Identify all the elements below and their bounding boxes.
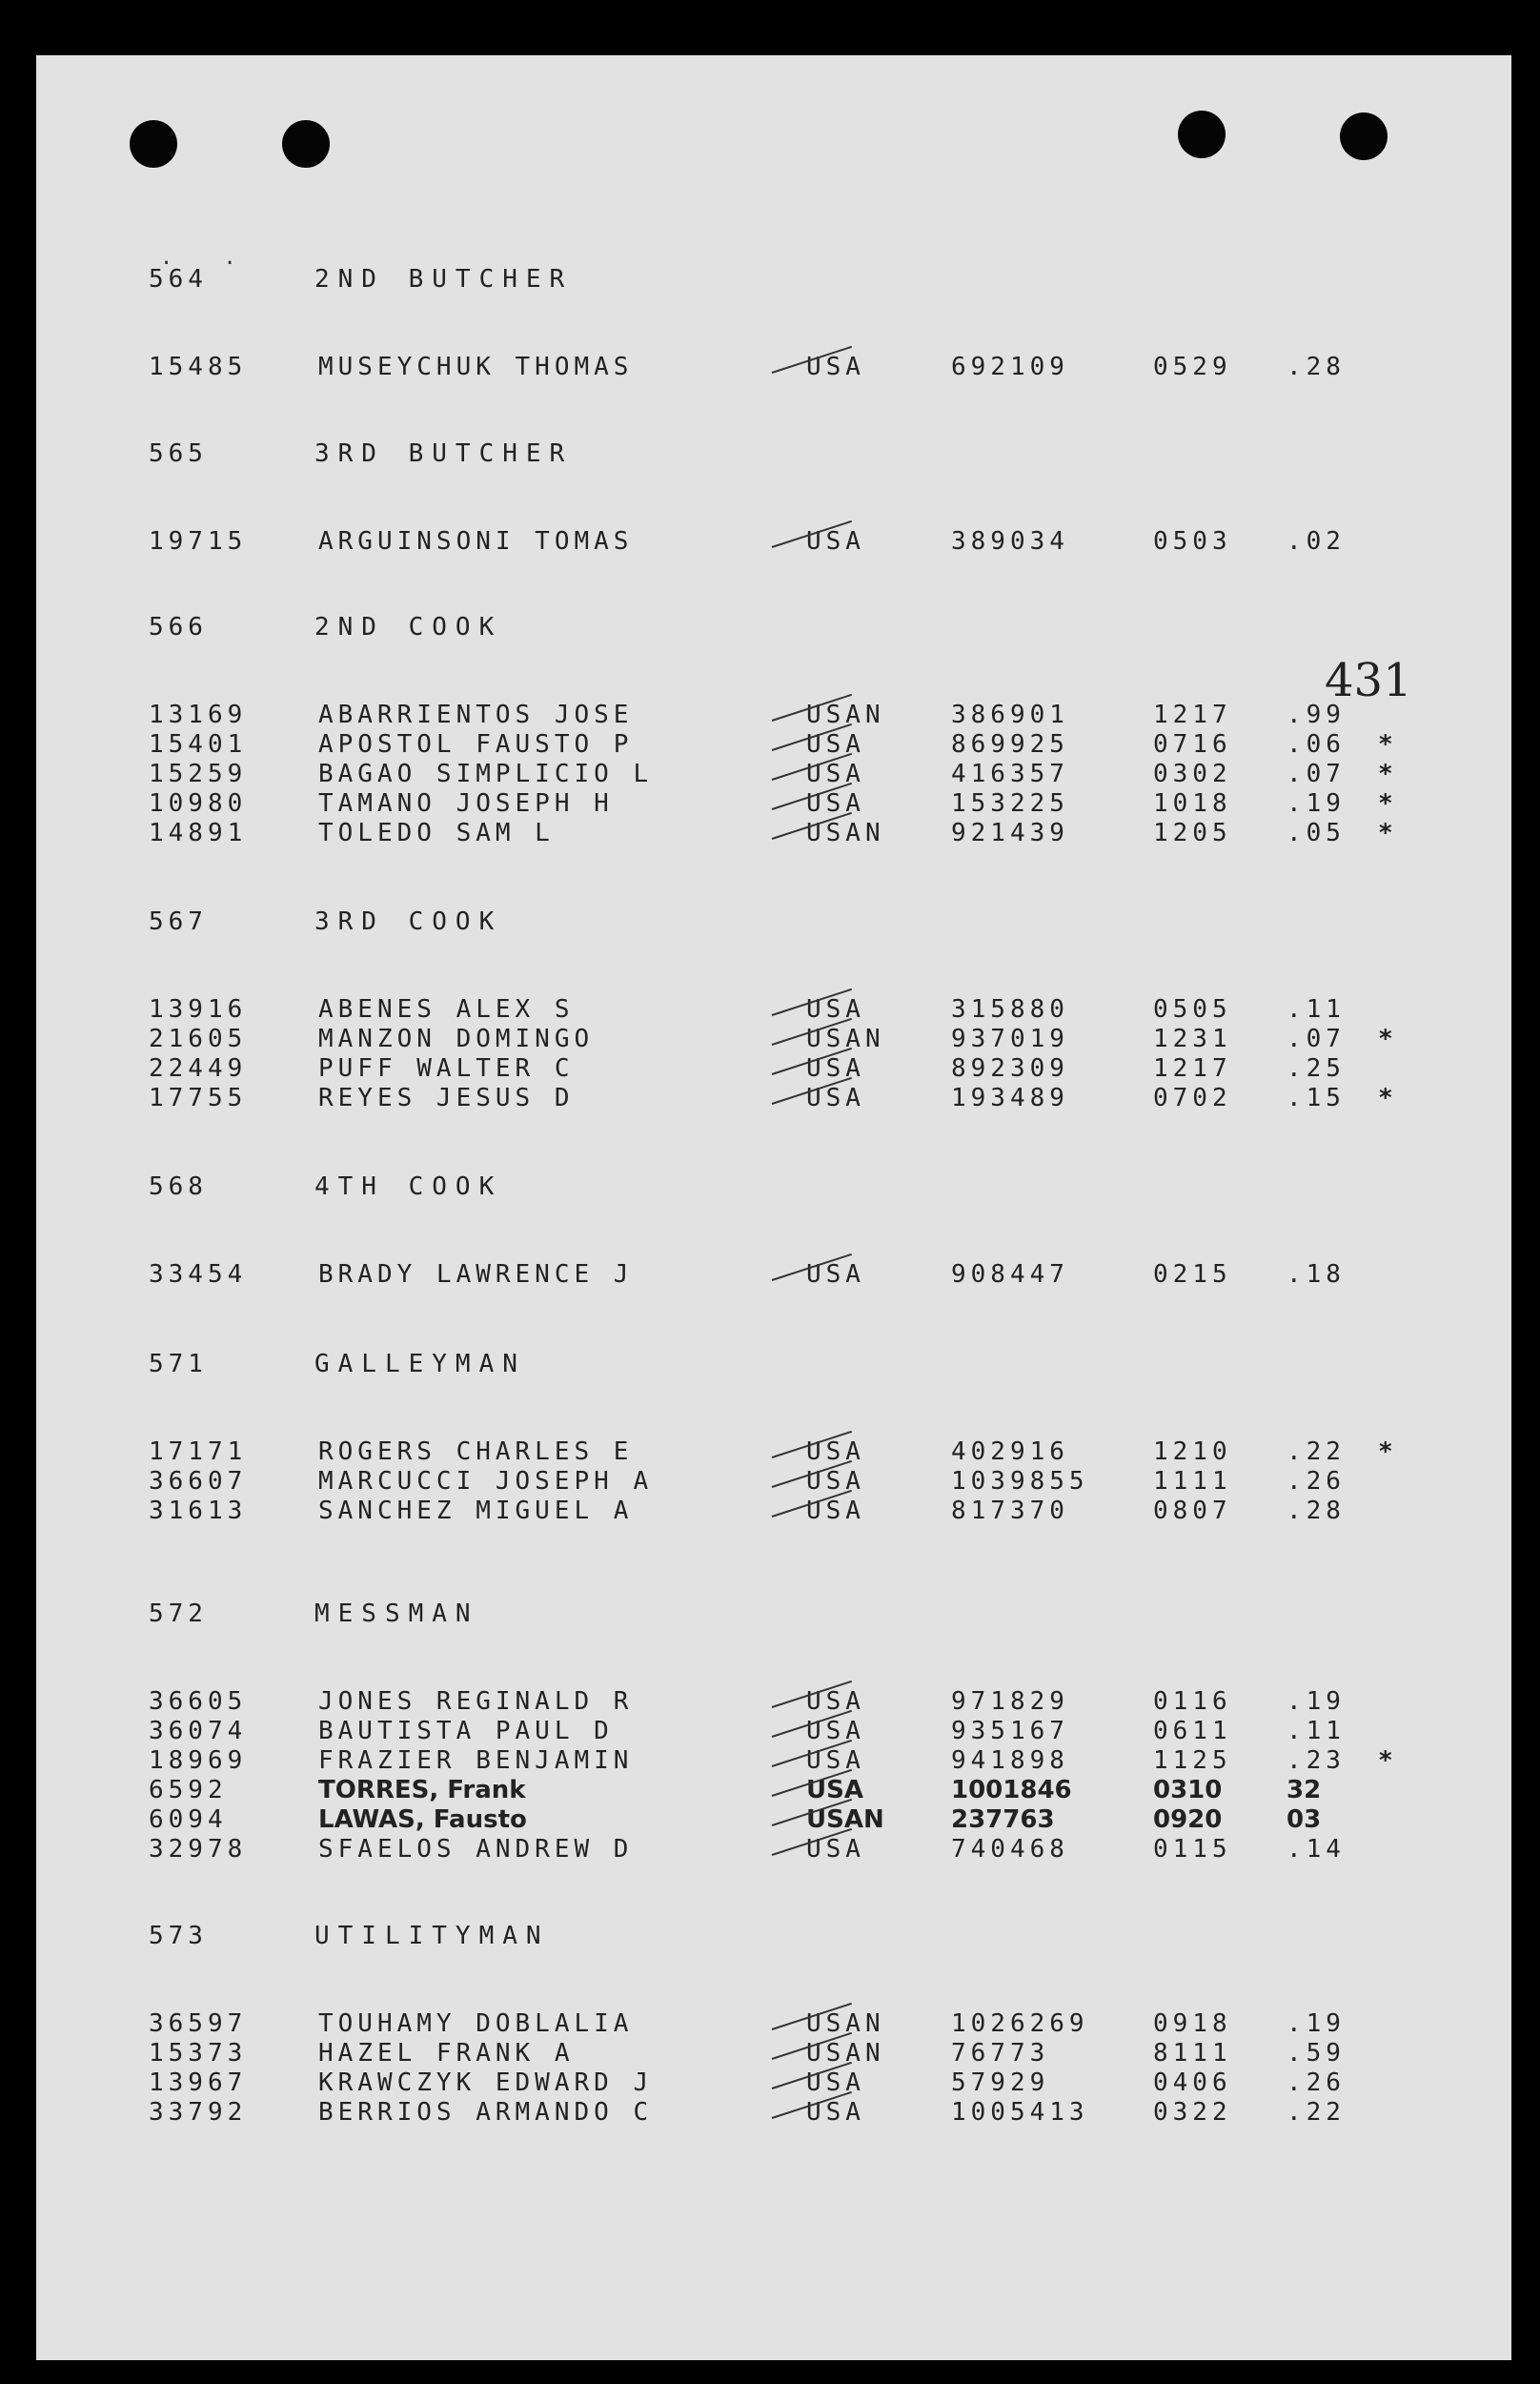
employee-name: MARCUCCI JOSEPH A <box>318 1467 654 1496</box>
document-number: 389034 <box>951 527 1069 556</box>
employee-id: 15485 <box>149 353 248 381</box>
employee-name: TOLEDO SAM L <box>318 819 555 847</box>
citizenship: USA <box>806 1084 865 1112</box>
rate-value: .23 <box>1287 1746 1346 1775</box>
date-code: 8111 <box>1153 2039 1232 2068</box>
document-number: 193489 <box>951 1084 1069 1112</box>
punch-hole <box>130 120 177 168</box>
section-header <box>36 1172 1511 1203</box>
table-row <box>36 701 1511 731</box>
table-row <box>36 1437 1511 1468</box>
date-code: 1231 <box>1153 1025 1232 1053</box>
section-header <box>36 1350 1511 1380</box>
employee-name: BRADY LAWRENCE J <box>318 1260 634 1289</box>
document-number: 692109 <box>951 353 1069 381</box>
rate-value: .07 <box>1287 760 1346 788</box>
citizenship: USA <box>806 353 865 381</box>
section-header <box>36 1600 1511 1630</box>
citizenship: USAN <box>806 1025 885 1053</box>
section-title: 2ND BUTCHER <box>314 265 574 294</box>
table-row <box>36 1835 1511 1865</box>
document-number: 935167 <box>951 1717 1069 1745</box>
citizenship: USA <box>806 1746 865 1775</box>
employee-id: 17755 <box>149 1084 248 1112</box>
citizenship: USA <box>806 1437 865 1466</box>
section-title: GALLEYMAN <box>314 1350 526 1378</box>
rate-value: 03 <box>1287 1805 1322 1834</box>
employee-name: KRAWCZYK EDWARD J <box>318 2068 654 2097</box>
rate-value: .19 <box>1287 789 1346 818</box>
citizenship: USA <box>806 2068 865 2097</box>
section-title: 3RD BUTCHER <box>314 439 574 468</box>
employee-id: 36597 <box>149 2009 248 2038</box>
date-code: 0406 <box>1153 2068 1232 2097</box>
employee-id: 15373 <box>149 2039 248 2068</box>
rate-value: .15 <box>1287 1084 1346 1112</box>
asterisk-flag: * <box>1378 1746 1398 1775</box>
scan-specks: . . <box>160 246 255 270</box>
asterisk-flag: * <box>1378 1025 1398 1053</box>
employee-name: REYES JESUS D <box>318 1084 575 1112</box>
table-row <box>36 730 1511 761</box>
employee-id: 33792 <box>149 2098 248 2127</box>
rate-value: .22 <box>1287 2098 1346 2127</box>
asterisk-flag: * <box>1378 760 1398 788</box>
date-code: 0505 <box>1153 995 1232 1024</box>
citizenship: USAN <box>806 819 885 847</box>
date-code: 0322 <box>1153 2098 1232 2127</box>
table-row <box>36 1054 1511 1085</box>
table-row <box>36 2068 1511 2099</box>
date-code: 1125 <box>1153 1746 1232 1775</box>
date-code: 0302 <box>1153 760 1232 788</box>
employee-id: 6592 <box>149 1776 228 1804</box>
citizenship: USA <box>806 527 865 556</box>
document-number: 1001846 <box>951 1776 1072 1804</box>
citizenship: USAN <box>806 2009 885 2038</box>
employee-name: TORRES, Frank <box>318 1776 526 1804</box>
table-row <box>36 1776 1511 1806</box>
section-code: 573 <box>149 1922 208 1950</box>
date-code: 1217 <box>1153 701 1232 729</box>
citizenship: USAN <box>806 1805 884 1834</box>
document-number: 402916 <box>951 1437 1069 1466</box>
employee-id: 33454 <box>149 1260 248 1289</box>
date-code: 0918 <box>1153 2009 1232 2038</box>
rate-value: .19 <box>1287 2009 1346 2038</box>
document-number: 921439 <box>951 819 1069 847</box>
table-row <box>36 819 1511 849</box>
date-code: 0215 <box>1153 1260 1232 1289</box>
date-code: 0115 <box>1153 1835 1232 1864</box>
employee-id: 10980 <box>149 789 248 818</box>
table-row <box>36 2098 1511 2129</box>
asterisk-flag: * <box>1378 1084 1398 1112</box>
citizenship: USA <box>806 1835 865 1864</box>
employee-id: 6094 <box>149 1805 228 1834</box>
employee-id: 15401 <box>149 730 248 759</box>
date-code: 0310 <box>1153 1776 1223 1804</box>
date-code: 0529 <box>1153 353 1232 381</box>
employee-name: JONES REGINALD R <box>318 1687 634 1716</box>
section-header <box>36 613 1511 643</box>
section-code: 572 <box>149 1600 208 1628</box>
citizenship: USAN <box>806 2039 885 2068</box>
employee-id: 13916 <box>149 995 248 1024</box>
document-number: 869925 <box>951 730 1069 759</box>
employee-id: 36607 <box>149 1467 248 1496</box>
table-row <box>36 1687 1511 1718</box>
table-row <box>36 1746 1511 1777</box>
employee-name: SFAELOS ANDREW D <box>318 1835 634 1864</box>
employee-id: 13967 <box>149 2068 248 2097</box>
section-title: 3RD COOK <box>314 907 503 936</box>
employee-name: SANCHEZ MIGUEL A <box>318 1497 634 1525</box>
employee-id: 19715 <box>149 527 248 556</box>
employee-id: 36074 <box>149 1717 248 1745</box>
employee-id: 32978 <box>149 1835 248 1864</box>
rate-value: .11 <box>1287 1717 1346 1745</box>
asterisk-flag: * <box>1378 730 1398 759</box>
table-row <box>36 789 1511 820</box>
table-row <box>36 2009 1511 2040</box>
employee-id: 13169 <box>149 701 248 729</box>
table-row <box>36 1497 1511 1527</box>
section-header <box>36 439 1511 470</box>
employee-name: MUSEYCHUK THOMAS <box>318 353 634 381</box>
employee-name: LAWAS, Fausto <box>318 1805 527 1834</box>
section-code: 571 <box>149 1350 208 1378</box>
table-row <box>36 760 1511 790</box>
punch-hole <box>1178 111 1226 158</box>
document-number: 386901 <box>951 701 1069 729</box>
rate-value: .59 <box>1287 2039 1346 2068</box>
document-number: 941898 <box>951 1746 1069 1775</box>
citizenship: USA <box>806 2098 865 2127</box>
document-number: 1005413 <box>951 2098 1089 2127</box>
employee-id: 14891 <box>149 819 248 847</box>
rate-value: .11 <box>1287 995 1346 1024</box>
document-number: 1026269 <box>951 2009 1089 2038</box>
table-row <box>36 2039 1511 2069</box>
citizenship: USA <box>806 1717 865 1745</box>
section-title: UTILITYMAN <box>314 1922 550 1950</box>
document-number: 892309 <box>951 1054 1069 1083</box>
document-number: 76773 <box>951 2039 1050 2068</box>
employee-name: APOSTOL FAUSTO P <box>318 730 634 759</box>
date-code: 1205 <box>1153 819 1232 847</box>
rate-value: .06 <box>1287 730 1346 759</box>
employee-name: TOUHAMY DOBLALIA <box>318 2009 634 2038</box>
table-row <box>36 995 1511 1026</box>
citizenship: USAN <box>806 701 885 729</box>
employee-name: TAMANO JOSEPH H <box>318 789 614 818</box>
document-number: 416357 <box>951 760 1069 788</box>
employee-name: BERRIOS ARMANDO C <box>318 2098 654 2127</box>
date-code: 0611 <box>1153 1717 1232 1745</box>
rate-value: .07 <box>1287 1025 1346 1053</box>
employee-name: MANZON DOMINGO <box>318 1025 595 1053</box>
rate-value: .26 <box>1287 1467 1346 1496</box>
document-number: 153225 <box>951 789 1069 818</box>
rate-value: .02 <box>1287 527 1346 556</box>
asterisk-flag: * <box>1378 819 1398 847</box>
employee-name: PUFF WALTER C <box>318 1054 575 1083</box>
date-code: 0807 <box>1153 1497 1232 1525</box>
employee-id: 22449 <box>149 1054 248 1083</box>
asterisk-flag: * <box>1378 789 1398 818</box>
citizenship: USA <box>806 1776 863 1804</box>
punch-hole <box>1340 112 1388 160</box>
section-code: 564 <box>149 265 208 294</box>
date-code: 0116 <box>1153 1687 1232 1716</box>
citizenship: USA <box>806 1054 865 1083</box>
citizenship: USA <box>806 1260 865 1289</box>
document-number: 237763 <box>951 1805 1055 1834</box>
table-row <box>36 1805 1511 1836</box>
citizenship: USA <box>806 760 865 788</box>
rate-value: .26 <box>1287 2068 1346 2097</box>
employee-name: ROGERS CHARLES E <box>318 1437 634 1466</box>
rate-value: .18 <box>1287 1260 1346 1289</box>
date-code: 0716 <box>1153 730 1232 759</box>
table-row <box>36 353 1511 383</box>
date-code: 1217 <box>1153 1054 1232 1083</box>
asterisk-flag: * <box>1378 1437 1398 1466</box>
citizenship: USA <box>806 1497 865 1525</box>
rate-value: .19 <box>1287 1687 1346 1716</box>
date-code: 1210 <box>1153 1437 1232 1466</box>
employee-name: BAGAO SIMPLICIO L <box>318 760 654 788</box>
table-row <box>36 1084 1511 1114</box>
employee-name: BAUTISTA PAUL D <box>318 1717 614 1745</box>
employee-name: HAZEL FRANK A <box>318 2039 575 2068</box>
section-title: 4TH COOK <box>314 1172 503 1201</box>
section-code: 567 <box>149 907 208 936</box>
table-row <box>36 1025 1511 1055</box>
document-number: 908447 <box>951 1260 1069 1289</box>
citizenship: USA <box>806 995 865 1024</box>
rate-value: .99 <box>1287 701 1346 729</box>
table-row <box>36 527 1511 558</box>
section-title: 2ND COOK <box>314 613 503 642</box>
page-number: 431 <box>1325 654 1412 707</box>
section-header <box>36 907 1511 938</box>
document-number: 740468 <box>951 1835 1069 1864</box>
rate-value: .28 <box>1287 1497 1346 1525</box>
document-number: 971829 <box>951 1687 1069 1716</box>
date-code: 1111 <box>1153 1467 1232 1496</box>
employee-id: 21605 <box>149 1025 248 1053</box>
employee-name: ABENES ALEX S <box>318 995 575 1024</box>
date-code: 0503 <box>1153 527 1232 556</box>
table-row <box>36 1260 1511 1291</box>
document-page <box>36 55 1511 2360</box>
document-number: 315880 <box>951 995 1069 1024</box>
document-number: 57929 <box>951 2068 1050 2097</box>
section-header <box>36 1922 1511 1952</box>
section-code: 565 <box>149 439 208 468</box>
date-code: 0920 <box>1153 1805 1223 1834</box>
employee-id: 18969 <box>149 1746 248 1775</box>
rate-value: .22 <box>1287 1437 1346 1466</box>
employee-id: 17171 <box>149 1437 248 1466</box>
rate-value: .14 <box>1287 1835 1346 1864</box>
table-row <box>36 1717 1511 1747</box>
section-code: 566 <box>149 613 208 642</box>
citizenship: USA <box>806 1687 865 1716</box>
employee-id: 15259 <box>149 760 248 788</box>
employee-id: 36605 <box>149 1687 248 1716</box>
punch-hole <box>282 120 330 168</box>
citizenship: USA <box>806 1467 865 1496</box>
table-row <box>36 1467 1511 1498</box>
rate-value: .05 <box>1287 819 1346 847</box>
employee-name: FRAZIER BENJAMIN <box>318 1746 634 1775</box>
rate-value: .28 <box>1287 353 1346 381</box>
citizenship: USA <box>806 789 865 818</box>
rate-value: 32 <box>1287 1776 1322 1804</box>
document-number: 937019 <box>951 1025 1069 1053</box>
employee-id: 31613 <box>149 1497 248 1525</box>
document-number: 1039855 <box>951 1467 1089 1496</box>
section-header <box>36 265 1511 295</box>
document-number: 817370 <box>951 1497 1069 1525</box>
section-title: MESSMAN <box>314 1600 479 1628</box>
date-code: 1018 <box>1153 789 1232 818</box>
rate-value: .25 <box>1287 1054 1346 1083</box>
citizenship: USA <box>806 730 865 759</box>
date-code: 0702 <box>1153 1084 1232 1112</box>
employee-name: ABARRIENTOS JOSE <box>318 701 634 729</box>
section-code: 568 <box>149 1172 208 1201</box>
employee-name: ARGUINSONI TOMAS <box>318 527 634 556</box>
